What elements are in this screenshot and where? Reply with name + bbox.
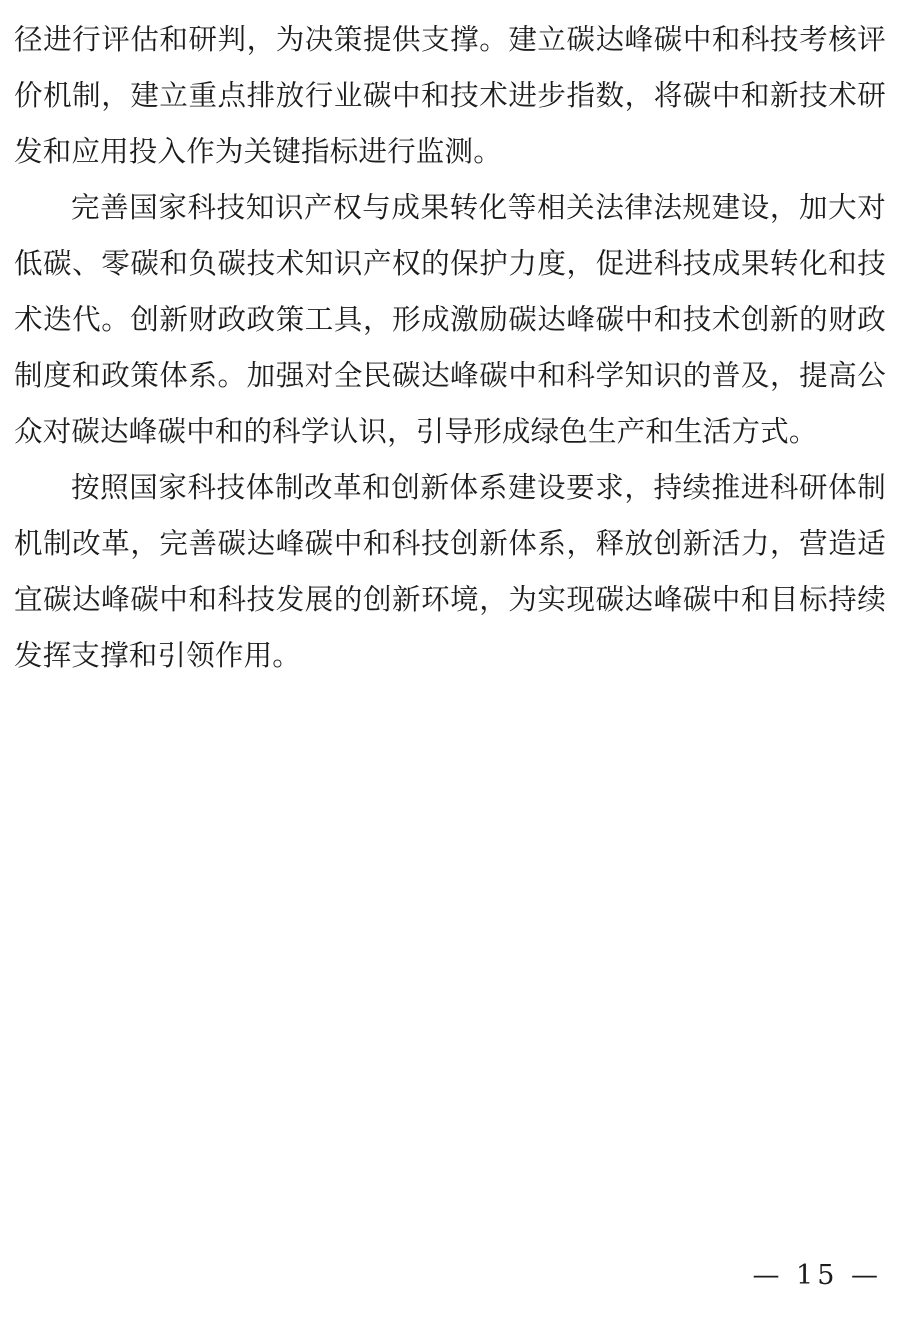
paragraph-continuation: 径进行评估和研判，为决策提供支撑。建立碳达峰碳中和科技考核评价机制，建立重点排放行业碳中和技术进步指数，将碳中和新技术研发和应用投入作为关键指标进行监测。: [14, 23, 886, 168]
document-body: [14, 12, 886, 684]
paragraph-2: 完善国家科技知识产权与成果转化等相关法律法规建设，加大对低碳、零碳和负碳技术知识产权的保护力度，促进科技成果转化和技术迭代。创新财政政策工具，形成激励碳达峰碳中和技术创新的财政制度和政策体系。加强对全民碳达峰碳中和科学知识的普及，提高公众对碳达峰碳中和的科学认识，引导形成绿色生产和生活方式。: [14, 191, 886, 448]
paragraph-3: 按照国家科技体制改革和创新体系建设要求，持续推进科研体制机制改革，完善碳达峰碳中和科技创新体系，释放创新活力，营造适宜碳达峰碳中和科技发展的创新环境，为实现碳达峰碳中和目标持续发挥支撑和引领作用。: [14, 471, 886, 672]
page-number: — 15 —: [752, 1260, 882, 1291]
page-footer: [0, 1256, 900, 1296]
